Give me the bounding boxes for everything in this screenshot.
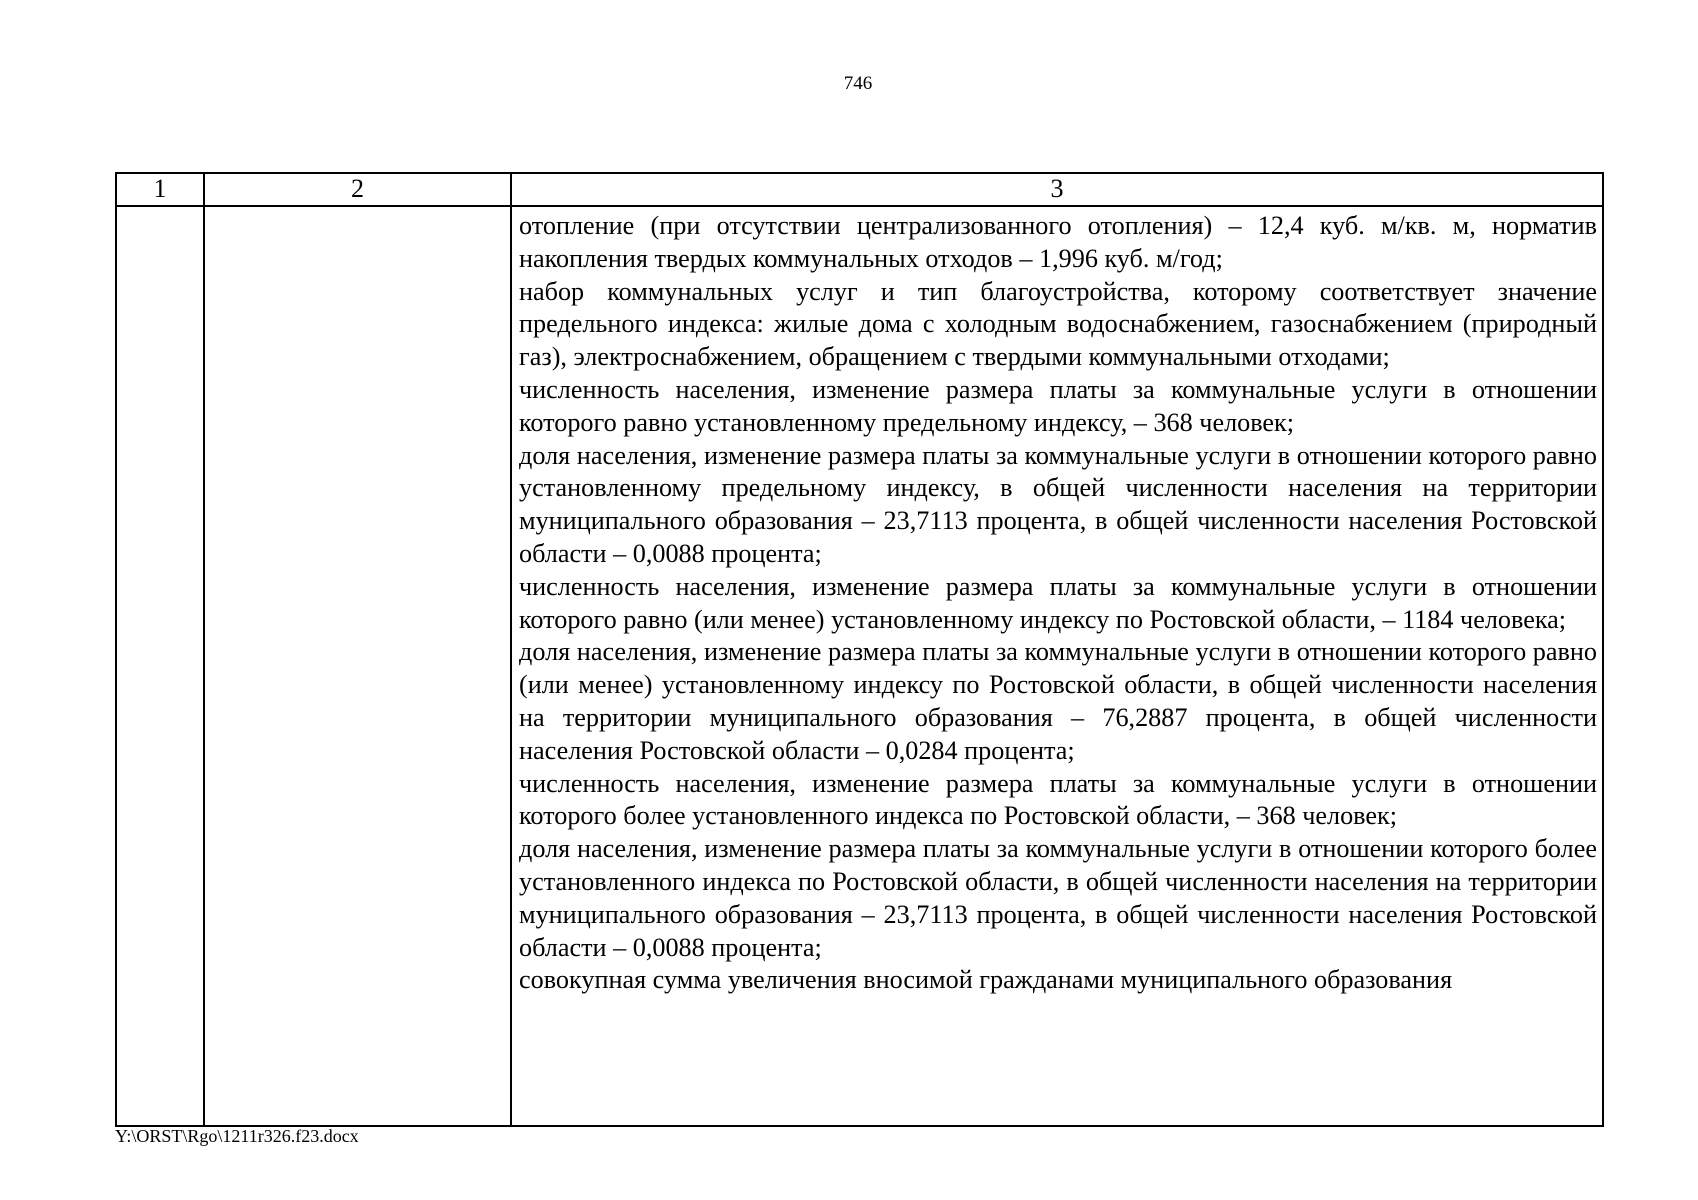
column-header-1: 1 bbox=[116, 173, 204, 206]
table-header-row bbox=[116, 173, 1603, 206]
paragraph-share-equal-limit: доля населения, изменение размера платы за коммунальные услуги в отношении которого равно установленному предельному индексу, в общей численности населения на территории муниципального образования – 23,7113 процента, в общей численности населения Ростовской области – 0,0088 процента; bbox=[519, 440, 1597, 568]
cell-column-3 bbox=[511, 206, 1603, 1126]
paragraph-services-set: набор коммунальных услуг и тип благоустройства, которому соответствует значение предельного индекса: жилые дома с холодным водоснабжением, газоснабжением (природный газ), электроснабжением, обращением с твердыми коммунальными отходами; bbox=[519, 276, 1597, 372]
column-header-3: 3 bbox=[511, 173, 1603, 206]
cell-column-1 bbox=[116, 206, 204, 1126]
page-number: 746 bbox=[843, 73, 873, 94]
paragraph-share-above-regional: доля населения, изменение размера платы за коммунальные услуги в отношении которого более установленного индекса по Ростовской области, в общей численности населения на территории муниципального образования – 23,7113 процента, в общей численности населения Ростовской области – 0,0088 процента; bbox=[519, 834, 1597, 962]
column-header-2: 2 bbox=[204, 173, 511, 206]
paragraph-population-above-regional: численность населения, изменение размера платы за коммунальные услуги в отношении которого более установленного индекса по Ростовской области, – 368 человек; bbox=[519, 768, 1597, 831]
paragraph-total-increase: совокупная сумма увеличения вносимой гражданами муниципального образования bbox=[519, 965, 1453, 995]
paragraph-population-equal-or-less-regional: численность населения, изменение размера платы за коммунальные услуги в отношении которого равно (или менее) установленному индексу по Ростовской области, – 1184 человека; bbox=[519, 571, 1597, 634]
paragraph-population-equal-limit: численность населения, изменение размера платы за коммунальные услуги в отношении которого равно установленному предельному индексу, – 368 человек; bbox=[519, 374, 1597, 437]
paragraph-heating-norm: отопление (при отсутствии централизованного отопления) – 12,4 куб. м/кв. м, норматив накопления твердых коммунальных отходов – 1,996 куб. м/год; bbox=[519, 211, 1597, 273]
document-table bbox=[115, 172, 1604, 1127]
paragraph-share-equal-or-less-regional: доля населения, изменение размера платы за коммунальные услуги в отношении которого равно (или менее) установленному индексу по Ростовской области, в общей численности населения на территории муниципального образования – 76,2887 процента, в общей численности населения Ростовской области – 0,0284 процента; bbox=[519, 637, 1597, 765]
table-row bbox=[116, 206, 1603, 1126]
cell-text-block bbox=[512, 207, 1602, 997]
cell-column-2 bbox=[204, 206, 511, 1126]
footer-file-path: Y:\ORST\Rgo\1211r326.f23.docx bbox=[115, 1126, 359, 1146]
